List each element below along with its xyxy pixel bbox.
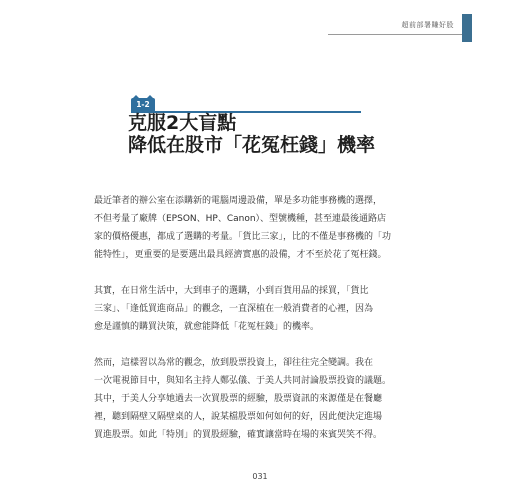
- paragraph-line: 能特性」，更重要的是要選出最具經濟實惠的設備，才不至於花了冤枉錢。: [94, 250, 387, 260]
- section-title-line: 降低在股市「花冤枉錢」機率: [128, 134, 376, 156]
- paragraph-line: 然而，這樣習以為常的觀念，放到股票投資上，卻往往完全變調。我在: [94, 358, 374, 368]
- section-number: 1-2: [136, 100, 150, 109]
- header-color-tab: [462, 14, 472, 42]
- paragraph-line: 一次電視節目中，與知名主持人鄭弘儀、于美人共同討論股票投資的議題。: [94, 376, 392, 386]
- running-header: [328, 14, 462, 36]
- paragraph-line: 其實，在日常生活中，大到車子的選購，小到百貨用品的採買，「貨比: [94, 286, 369, 296]
- paragraph-line: 家的價格優惠，都成了選購的考量。「貨比三家」，比的不僅是事務機的「功: [94, 232, 392, 242]
- header-rule: [328, 34, 462, 35]
- paragraph-line: 最近筆者的辦公室在添購新的電腦周邊設備，單是多功能事務機的選擇，: [94, 196, 383, 206]
- paragraph-line: 不但考量了廠牌（EPSON、HP、Canon）、型號機種，甚至連最後通路店: [94, 214, 387, 224]
- paragraph: [94, 354, 412, 444]
- paragraph-line: 其中，于美人分享她過去一次買股票的經驗，股票資訊的來源僅是在餐廳: [94, 394, 383, 404]
- body-text: [94, 192, 412, 462]
- paragraph-line: 裡，聽到隔壁又隔壁桌的人，說某檔股票如何如何的好，因此便決定進場: [94, 412, 383, 422]
- paragraph-line: 買進股票。如此「特別」的買股經驗，確實讓當時在場的來賓哭笑不得。: [94, 430, 383, 440]
- paragraph-line: 三家」、「逢低買進商品」的觀念，一直深植在一般消費者的心裡，因為: [94, 304, 374, 314]
- paragraph: [94, 282, 412, 336]
- section-number-badge: [131, 98, 155, 111]
- page-number: 031: [252, 472, 268, 481]
- section-title-line: 克服2大盲點: [128, 112, 237, 134]
- section-title: [128, 112, 428, 156]
- paragraph-line: 愈是謹慎的購買決策，就愈能降低「花冤枉錢」的機率。: [94, 322, 320, 332]
- running-header-title: 超前部署賺好股: [401, 21, 454, 29]
- paragraph: [94, 192, 412, 264]
